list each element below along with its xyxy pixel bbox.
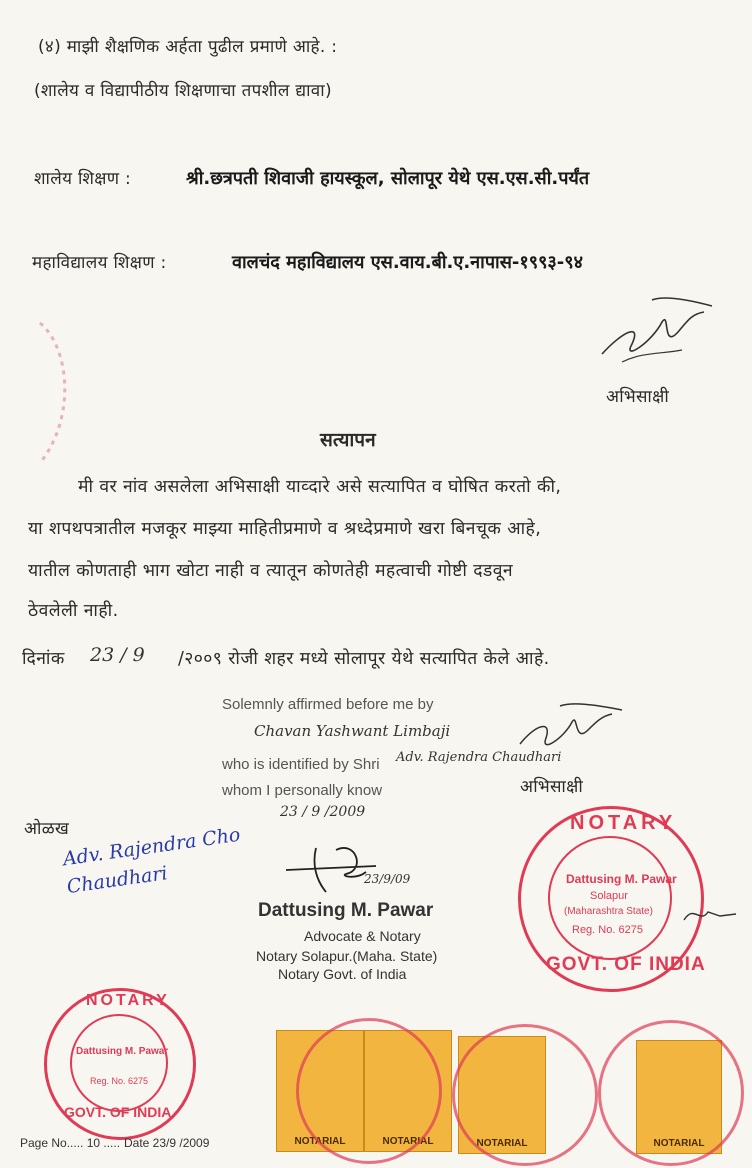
- section-4-heading: (४) माझी शैक्षणिक अर्हता पुढील प्रमाणे आहे. :: [38, 37, 338, 57]
- small-seal-name: Dattusing M. Pawar: [76, 1046, 169, 1057]
- seal-reg: Reg. No. 6275: [572, 924, 643, 936]
- deponent-signature-2: [512, 700, 632, 760]
- notarial-stamp-4-label: NOTARIAL: [653, 1138, 705, 1149]
- verification-line-4: ठेवलेली नाही.: [28, 601, 119, 621]
- seal-initials: [680, 900, 740, 930]
- college-education-value: वालचंद महाविद्यालय एस.वाय.बी.ए.नापास-१९९३-९४: [232, 252, 583, 273]
- verification-line-1: मी वर नांव असलेला अभिसाक्षी याव्दारे असे सत्यापित व घोषित करतो की,: [78, 477, 562, 497]
- notary-name: Dattusing M. Pawar: [258, 900, 434, 921]
- page-number: Page No..... 10 .....: [20, 1136, 121, 1150]
- seal-city: Solapur: [590, 890, 628, 902]
- notarial-stamp-2-label: NOTARIAL: [382, 1136, 434, 1147]
- seal-state: (Maharashtra State): [564, 906, 653, 917]
- verification-date-prefix: दिनांक: [22, 649, 65, 669]
- school-education-label: शालेय शिक्षण :: [34, 169, 132, 189]
- footer-date: Date 23/9 /2009: [124, 1136, 210, 1150]
- notarial-stamp-1-label: NOTARIAL: [294, 1136, 346, 1147]
- affirmation-line-2: who is identified by Shri: [222, 756, 380, 773]
- college-education-label: महाविद्यालय शिक्षण :: [32, 253, 167, 273]
- faint-seal-mark: [10, 318, 80, 468]
- notary-signature: [256, 840, 456, 900]
- seal-bottom-text: GOVT. OF INDIA: [546, 954, 706, 975]
- verification-title: सत्यापन: [320, 429, 376, 451]
- notary-title: Advocate & Notary: [304, 928, 421, 944]
- deponent-signature: [592, 292, 732, 372]
- identification-label: ओळख: [24, 819, 70, 839]
- seal-top-text: NOTARY: [570, 812, 677, 834]
- affirmation-line-3: whom I personally know: [222, 782, 383, 799]
- section-4-instruction: (शालेय व विद्यापीठीय शिक्षणाचा तपशील द्यावा): [34, 81, 332, 101]
- small-seal-bottom: GOVT. OF INDIA: [64, 1104, 172, 1120]
- affirmation-identifier-hand: Adv. Rajendra Chaudhari: [396, 750, 562, 765]
- notarial-stamp-3-label: NOTARIAL: [476, 1138, 528, 1149]
- stamp-overprint-seal-3: [598, 1020, 744, 1166]
- verification-date-hand: 23 / 9: [90, 644, 145, 666]
- notary-location: Notary Solapur.(Maha. State): [256, 948, 438, 964]
- verification-date-suffix: /२००९ रोजी शहर मध्ये सोलापूर येथे सत्यापित केले आहे.: [178, 649, 550, 669]
- school-education-value: श्री.छत्रपती शिवाजी हायस्कूल, सोलापूर येथे एस.एस.सी.पर्यंत: [186, 168, 590, 189]
- verification-line-3: यातील कोणताही भाग खोटा नाही व त्यातून कोणतेही महत्वाची गोष्टी दडवून: [28, 561, 513, 581]
- affirmation-line-1: Solemnly affirmed before me by: [222, 696, 434, 713]
- small-seal-top: NOTARY: [86, 992, 170, 1009]
- stamp-overprint-seal-1: [296, 1018, 442, 1164]
- affirmation-name-hand: Chavan Yashwant Limbaji: [254, 722, 451, 740]
- seal-name: Dattusing M. Pawar: [566, 872, 677, 886]
- affirmation-date-hand: 23 / 9 /2009: [280, 804, 366, 820]
- notary-govt: Notary Govt. of India: [278, 966, 407, 982]
- notary-sign-date: 23/9/09: [364, 872, 411, 886]
- verification-line-2: या शपथपत्रातील मजकूर माझ्या माहितीप्रमाणे व श्रध्देप्रमाणे खरा बिनचूक आहे,: [28, 519, 542, 539]
- deponent-label-2: अभिसाक्षी: [520, 777, 584, 797]
- deponent-label-1: अभिसाक्षी: [606, 387, 670, 407]
- identifier-signature: Adv. Rajendra Cho Chaudhari: [61, 823, 242, 899]
- small-seal-reg: Reg. No. 6275: [90, 1076, 149, 1086]
- stamp-overprint-seal-2: [452, 1024, 598, 1166]
